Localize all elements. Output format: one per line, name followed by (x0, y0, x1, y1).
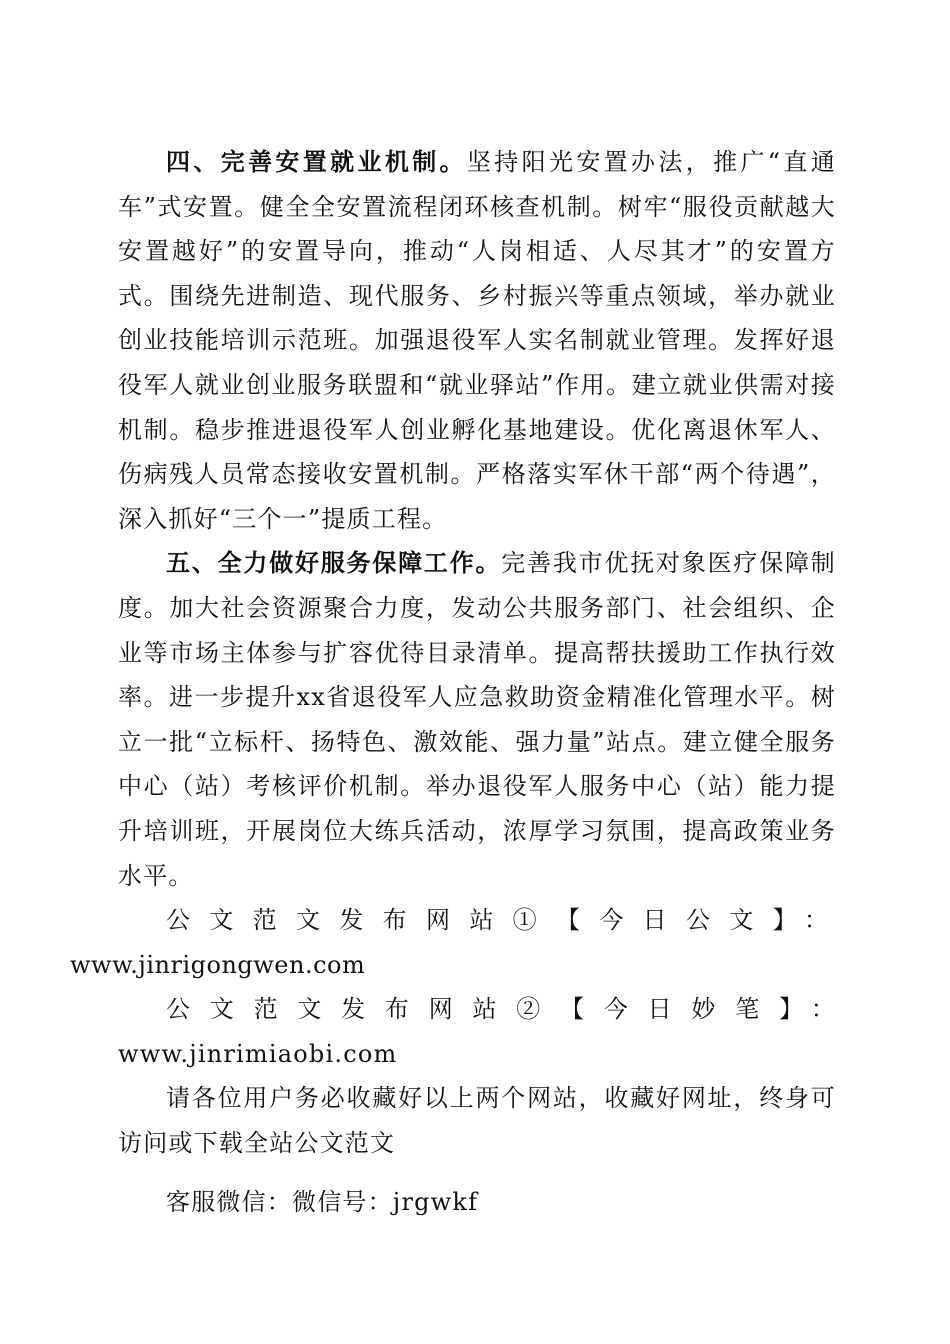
site-2-paragraph: 公文范文发布网站②【今日妙笔】：www.jinrimiaobi.com (118, 995, 836, 1068)
site-1-url[interactable]: www.jinrigongwen.com (70, 950, 366, 979)
section-heading-4: 四、完善安置就业机制。 (166, 148, 467, 176)
notice-paragraph: 请各位用户务必收藏好以上两个网站，收藏好网址，终身可访问或下载全站公文范文 (118, 1084, 836, 1158)
site-1-paragraph (70, 898, 836, 987)
section-paragraph-5 (118, 541, 836, 898)
section-paragraph-4 (118, 140, 836, 541)
site-1-label: 公文范文发布网站①【今日公文】： (166, 906, 836, 935)
section-body-5: 完善我市优抚对象医疗保障制度。加大社会资源聚合力度，发动公共服务部门、社会组织、企业等市场主体参与扩容优待目录清单。提高帮扶援助工作执行效率。进一步提升xx省退役军人应急救助资金精准化管理水平。树立一批“立标杆、扬特色、激效能、强力量”站点。建立健全服务中心（站）考核评价机制。举办退役军人服务中心（站）能力提升培训班，开展岗位大练兵活动，浓厚学习氛围，提高政策业务水平。 (118, 549, 836, 890)
document-body (70, 140, 836, 1224)
contact-paragraph: 客服微信：微信号：jrgwkf (166, 1187, 479, 1216)
section-body-4: 坚持阳光安置办法，推广“直通车”式安置。健全全安置流程闭环核查机制。树牢“服役贡献越大安置越好”的安置导向，推动“人岗相适、人尽其才”的安置方式。围绕先进制造、现代服务、乡村振兴等重点领域，举办就业创业技能培训示范班。加强退役军人实名制就业管理。发挥好退役军人就业创业服务联盟和“就业驿站”作用。建立就业供需对接机制。稳步推进退役军人创业孵化基地建设。优化离退休军人、伤病残人员常态接收安置机制。严格落实军休干部“两个待遇”，深入抓好“三个一”提质工程。 (118, 148, 836, 533)
section-heading-5: 五、全力做好服务保障工作。 (166, 549, 502, 578)
